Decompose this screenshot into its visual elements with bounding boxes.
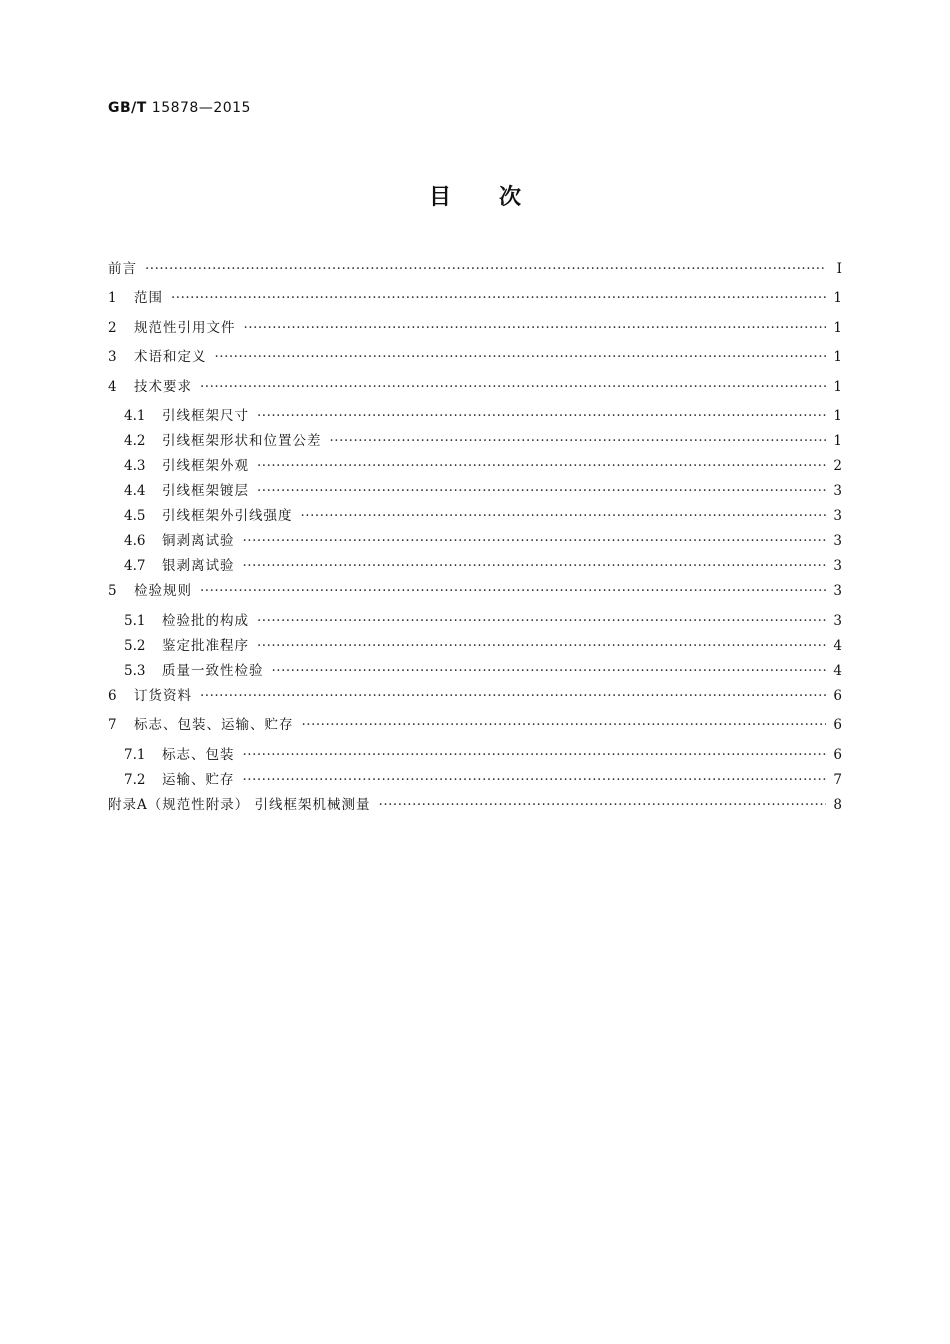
toc-dot-leader xyxy=(243,747,827,763)
toc-entry-number: 4.5 xyxy=(124,508,146,524)
toc-entry-label: 前言 xyxy=(108,261,137,277)
toc-entry-number: 6 xyxy=(108,687,117,704)
toc-dot-leader xyxy=(301,508,827,524)
toc-entry[interactable] xyxy=(108,634,842,659)
toc-dot-leader xyxy=(257,613,826,629)
toc-entry-label: 引线框架尺寸 xyxy=(162,408,249,424)
toc-entry-page: 1 xyxy=(833,290,842,306)
table-of-contents xyxy=(108,257,842,822)
toc-dot-leader xyxy=(257,483,826,499)
toc-entry[interactable] xyxy=(108,316,842,346)
toc-entry-page: 1 xyxy=(833,433,842,449)
toc-entry[interactable] xyxy=(108,479,842,504)
toc-entry-label: 引线框架外观 xyxy=(162,458,249,474)
standard-prefix: GB/T xyxy=(108,100,147,116)
toc-entry-number: 2 xyxy=(108,319,117,336)
toc-entry-label: 运输、贮存 xyxy=(162,771,235,788)
toc-entry-page: 6 xyxy=(833,717,842,733)
toc-entry[interactable] xyxy=(108,375,842,405)
page-title: 目次 xyxy=(428,185,569,210)
toc-entry-number: 5.2 xyxy=(124,637,146,654)
toc-entry-number: 7.1 xyxy=(124,746,146,763)
toc-entry-number: 7.2 xyxy=(124,771,146,788)
toc-entry-label: 标志、包装 xyxy=(162,746,235,763)
toc-entry[interactable] xyxy=(108,609,842,634)
toc-entry-page: 4 xyxy=(833,662,842,679)
toc-entry[interactable] xyxy=(108,286,842,316)
toc-dot-leader xyxy=(215,349,827,365)
toc-entry[interactable] xyxy=(108,429,842,454)
toc-entry-page: Ⅰ xyxy=(836,261,842,277)
toc-entry-label: 引线框架外引线强度 xyxy=(162,508,293,524)
toc-entry[interactable] xyxy=(108,454,842,479)
toc-entry-label: 技术要求 xyxy=(134,378,192,395)
toc-entry-page: 6 xyxy=(833,746,842,763)
toc-entry-number: 4.3 xyxy=(124,458,146,474)
toc-entry-label: 银剥离试验 xyxy=(162,558,235,574)
toc-dot-leader xyxy=(243,533,827,549)
toc-entry-label: 规范性引用文件 xyxy=(134,319,236,336)
toc-entry[interactable] xyxy=(108,793,842,823)
toc-entry-page: 3 xyxy=(833,533,842,549)
toc-entry-page: 3 xyxy=(833,583,842,599)
toc-dot-leader xyxy=(244,320,827,336)
toc-dot-leader xyxy=(257,408,826,424)
toc-entry-page: 3 xyxy=(833,483,842,499)
toc-entry-label: 质量一致性检验 xyxy=(162,662,264,679)
toc-dot-leader xyxy=(257,638,826,654)
toc-entry-page: 1 xyxy=(833,349,842,365)
toc-entry-label: 范围 xyxy=(134,290,163,306)
toc-entry-page: 8 xyxy=(833,796,842,813)
toc-entry[interactable] xyxy=(108,554,842,579)
toc-entry-label: 检验批的构成 xyxy=(162,612,249,629)
toc-entry-page: 1 xyxy=(833,408,842,424)
toc-dot-leader xyxy=(145,261,826,277)
toc-dot-leader xyxy=(200,379,826,395)
toc-entry-number: 4.2 xyxy=(124,433,146,449)
toc-dot-leader xyxy=(171,290,826,306)
toc-entry-number: 4 xyxy=(108,378,117,395)
toc-entry[interactable] xyxy=(108,684,842,714)
toc-dot-leader xyxy=(243,772,827,788)
toc-entry-label: 引线框架镀层 xyxy=(162,483,249,499)
toc-entry[interactable] xyxy=(108,768,842,793)
toc-entry[interactable] xyxy=(108,345,842,375)
toc-entry-label: 附录A（规范性附录） 引线框架机械测量 xyxy=(108,796,371,813)
toc-entry[interactable] xyxy=(108,404,842,429)
toc-entry-page: 6 xyxy=(833,687,842,704)
toc-entry[interactable] xyxy=(108,579,842,609)
toc-entry-number: 4.6 xyxy=(124,533,146,549)
toc-entry[interactable] xyxy=(108,504,842,529)
toc-entry-number: 4.1 xyxy=(124,408,146,424)
toc-entry-number: 5.1 xyxy=(124,612,146,629)
toc-entry-page: 3 xyxy=(833,558,842,574)
toc-entry[interactable] xyxy=(108,659,842,684)
toc-dot-leader xyxy=(302,717,827,733)
toc-entry-number: 3 xyxy=(108,349,117,365)
toc-entry-number: 7 xyxy=(108,717,117,733)
toc-entry-page: 4 xyxy=(833,637,842,654)
document-code xyxy=(108,100,251,116)
toc-entry-number: 4.4 xyxy=(124,483,146,499)
toc-dot-leader xyxy=(200,583,826,599)
toc-dot-leader xyxy=(257,458,826,474)
toc-entry-label: 检验规则 xyxy=(134,583,192,599)
toc-entry-label: 标志、包装、运输、贮存 xyxy=(134,717,294,733)
toc-dot-leader xyxy=(272,663,827,679)
toc-dot-leader xyxy=(243,558,827,574)
toc-entry-label: 术语和定义 xyxy=(134,349,207,365)
toc-entry-number: 5.3 xyxy=(124,662,146,679)
toc-entry-page: 1 xyxy=(833,378,842,395)
toc-entry-label: 引线框架形状和位置公差 xyxy=(162,433,322,449)
standard-number: 15878—2015 xyxy=(151,100,251,116)
toc-entry[interactable] xyxy=(108,257,842,286)
toc-dot-leader xyxy=(330,433,827,449)
toc-entry-page: 3 xyxy=(833,508,842,524)
toc-entry-number: 1 xyxy=(108,290,117,306)
toc-entry[interactable] xyxy=(108,713,842,743)
toc-entry-label: 订货资料 xyxy=(134,687,192,704)
toc-entry-page: 7 xyxy=(833,771,842,788)
toc-entry-page: 1 xyxy=(833,319,842,336)
toc-entry[interactable] xyxy=(108,529,842,554)
toc-entry-label: 鉴定批准程序 xyxy=(162,637,249,654)
toc-entry-page: 3 xyxy=(833,612,842,629)
toc-entry-page: 2 xyxy=(833,458,842,474)
toc-entry[interactable] xyxy=(108,743,842,768)
toc-entry-number: 4.7 xyxy=(124,558,146,574)
toc-dot-leader xyxy=(379,797,826,813)
toc-entry-label: 铜剥离试验 xyxy=(162,533,235,549)
toc-dot-leader xyxy=(200,688,826,704)
toc-entry-number: 5 xyxy=(108,583,117,599)
